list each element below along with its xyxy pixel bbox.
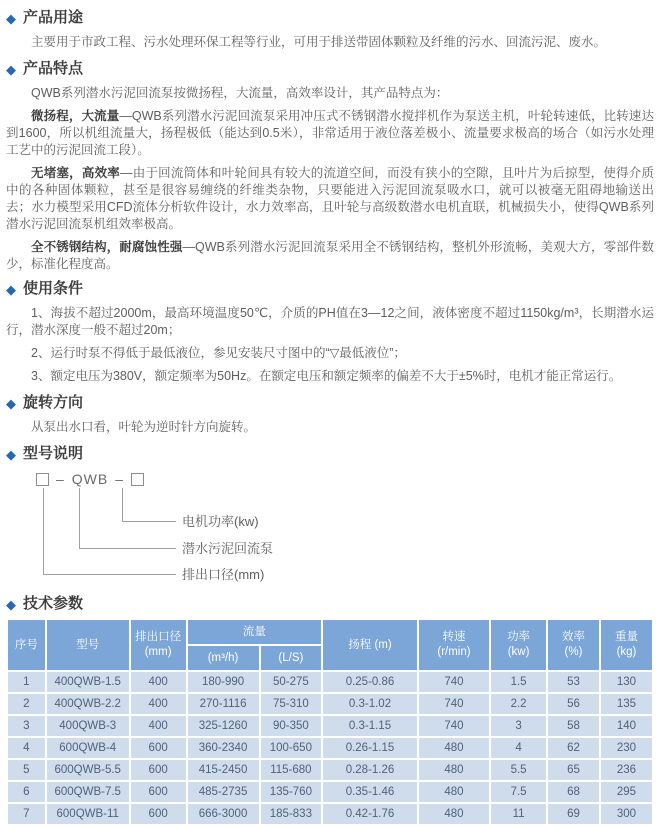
cell-outlet: 600 (130, 803, 187, 825)
cell-weight: 300 (600, 803, 653, 825)
feature-text: —QWB系列潜水污泥回流泵采用全不锈钢结构，整机外形流畅，美观大方，零部件数少，标准化程度高。 (6, 240, 654, 271)
diamond-icon: ◆ (6, 61, 16, 77)
cell-flow-m3h: 325-1260 (187, 715, 260, 737)
cell-flow-m3h: 180-990 (187, 671, 260, 693)
cell-flow-m3h: 360-2340 (187, 737, 260, 759)
cell-outlet: 400 (130, 671, 187, 693)
cell-efficiency: 53 (547, 671, 600, 693)
cell-model: 600QWB-5.5 (46, 759, 130, 781)
cell-flow-ls: 50-275 (260, 671, 323, 693)
cell-head: 0.25-0.86 (322, 671, 418, 693)
table-row (7, 759, 653, 781)
table-row (7, 737, 653, 759)
cell-efficiency: 62 (547, 737, 600, 759)
cell-model: 400QWB-2.2 (46, 693, 130, 715)
cell-head: 0.28-1.26 (322, 759, 418, 781)
section-title-conditions (6, 279, 654, 299)
cell-flow-m3h: 270-1116 (187, 693, 260, 715)
cell-weight: 295 (600, 781, 653, 803)
cell-head: 0.35-1.46 (322, 781, 418, 803)
cell-flow-ls: 135-760 (260, 781, 323, 803)
cell-outlet: 400 (130, 693, 187, 715)
cell-model: 600QWB-7.5 (46, 781, 130, 803)
section-title-text: 技术参数 (23, 595, 84, 612)
cell-power: 3 (490, 715, 547, 737)
diagram-connector-line (122, 488, 123, 521)
features-paragraph (6, 165, 654, 233)
section-title-text: 使用条件 (23, 280, 84, 297)
cell-head: 0.3-1.15 (322, 715, 418, 737)
placeholder-box-icon (131, 473, 144, 486)
section-title-model (6, 444, 654, 464)
cell-weight: 130 (600, 671, 653, 693)
col-header-model: 型号 (46, 619, 130, 671)
table-row (7, 803, 653, 825)
cell-flow-ls: 100-650 (260, 737, 323, 759)
table-row (7, 715, 653, 737)
condition-item: 2、运行时泵不得低于最低液位，参见安装尺寸图中的“▽最低液位”； (31, 346, 406, 360)
col-header-flow: 流量 (187, 619, 323, 645)
col-header-speed: 转速 (r/min) (418, 619, 490, 671)
cell-power: 7.5 (490, 781, 547, 803)
cell-weight: 230 (600, 737, 653, 759)
cell-efficiency: 56 (547, 693, 600, 715)
diamond-icon: ◆ (6, 10, 16, 26)
diagram-connector-line (122, 521, 176, 522)
diagram-label-pump-type: 潜水污泥回流泵 (182, 541, 274, 556)
cell-power: 5.5 (490, 759, 547, 781)
table-row (7, 781, 653, 803)
cell-index: 3 (7, 715, 46, 737)
col-header-weight: 重量 (kg) (600, 619, 653, 671)
col-header-outlet: 排出口径 (mm) (130, 619, 187, 671)
placeholder-box-icon (36, 473, 49, 486)
cell-flow-ls: 90-350 (260, 715, 323, 737)
rotation-paragraph: 从泵出水口看，叶轮为逆时针方向旋转。 (31, 420, 257, 434)
condition-item: 3、额定电压为380V，额定频率为50Hz。在额定电压和额定频率的偏差不大于±5%时，电机才能正常运行。 (31, 369, 622, 383)
cell-flow-m3h: 666-3000 (187, 803, 260, 825)
cell-index: 1 (7, 671, 46, 693)
condition-item: 1、海拔不超过2000m，最高环境温度50℃，介质的PH值在3—12之间，液体密度不超过1150kg/m³，长期潜水运行，潜水深度一般不超过20m； (6, 306, 654, 337)
table-row (7, 671, 653, 693)
cell-efficiency: 68 (547, 781, 600, 803)
cell-head: 0.42-1.76 (322, 803, 418, 825)
cell-flow-m3h: 415-2450 (187, 759, 260, 781)
cell-weight: 135 (600, 693, 653, 715)
cell-index: 2 (7, 693, 46, 715)
cell-speed: 480 (418, 803, 490, 825)
usage-paragraph: 主要用于市政工程、污水处理环保工程等行业，可用于排送带固体颗粒及纤维的污水、回流污泥、废水。 (31, 35, 607, 49)
cell-power: 11 (490, 803, 547, 825)
cell-flow-ls: 75-310 (260, 693, 323, 715)
section-title-text: 产品特点 (23, 60, 84, 77)
cell-efficiency: 69 (547, 803, 600, 825)
cell-flow-m3h: 485-2735 (187, 781, 260, 803)
features-paragraph (6, 108, 654, 159)
section-title-specs (6, 594, 654, 614)
cell-model: 600QWB-11 (46, 803, 130, 825)
feature-lead: 全不锈钢结构，耐腐蚀性强 (31, 240, 183, 254)
series-code: QWB (71, 471, 109, 487)
cell-model: 400QWB-1.5 (46, 671, 130, 693)
cell-outlet: 600 (130, 737, 187, 759)
diagram-connector-line (43, 574, 176, 575)
feature-lead: 无堵塞，高效率 (31, 166, 121, 180)
diagram-label-motor-power: 电机功率(kw) (182, 514, 259, 529)
diagram-label-outlet-size: 排出口径(mm) (182, 567, 265, 582)
diagram-connector-line (79, 548, 176, 549)
table-row (7, 693, 653, 715)
cell-speed: 740 (418, 671, 490, 693)
col-header-efficiency: 效率 (%) (547, 619, 600, 671)
col-header-power: 功率 (kw) (490, 619, 547, 671)
cell-index: 6 (7, 781, 46, 803)
diamond-icon: ◆ (6, 395, 16, 411)
section-title-usage (6, 8, 654, 28)
cell-speed: 740 (418, 715, 490, 737)
feature-lead: 微扬程，大流量 (31, 109, 120, 123)
feature-text: —由于回流筒体和叶轮间具有较大的流道空间，而没有狭小的空隙，且叶片为后掠型，使得介质中的各种固体颗粒，甚至是很容易缠绕的纤维类杂物，只要能进入污泥回流泵吸水口，就可以被毫无阻碍地输送出去；水力模型采用CFD流体分析软件设计，水力效率高，且叶轮与高级数潜水电机直联，机械损失小，使得QWB系列潜水污泥回流泵机组效率极高。 (6, 166, 654, 231)
diagram-connector-line (79, 488, 80, 548)
cell-model: 400QWB-3 (46, 715, 130, 737)
cell-power: 1.5 (490, 671, 547, 693)
section-title-text: 型号说明 (23, 445, 84, 462)
section-title-text: 产品用途 (23, 9, 84, 26)
features-intro: QWB系列潜水污泥回流泵按微扬程，大流量，高效率设计，其产品特点为： (31, 86, 449, 100)
col-header-index: 序号 (7, 619, 46, 671)
model-code-diagram (36, 472, 654, 590)
diagram-connector-line (43, 488, 44, 574)
cell-outlet: 400 (130, 715, 187, 737)
cell-index: 7 (7, 803, 46, 825)
cell-weight: 236 (600, 759, 653, 781)
cell-flow-ls: 185-833 (260, 803, 323, 825)
cell-efficiency: 65 (547, 759, 600, 781)
cell-power: 2.2 (490, 693, 547, 715)
cell-power: 4 (490, 737, 547, 759)
specs-table (6, 618, 654, 826)
col-header-head: 扬程 (m) (322, 619, 418, 671)
formula-dash: – (115, 471, 125, 487)
diamond-icon: ◆ (6, 596, 16, 612)
cell-head: 0.26-1.15 (322, 737, 418, 759)
cell-speed: 740 (418, 693, 490, 715)
cell-outlet: 600 (130, 781, 187, 803)
cell-weight: 140 (600, 715, 653, 737)
cell-speed: 480 (418, 759, 490, 781)
col-header-flow-ls: (L/S) (260, 645, 323, 671)
cell-flow-ls: 115-680 (260, 759, 323, 781)
formula-dash: – (56, 471, 65, 487)
section-title-text: 旋转方向 (23, 394, 84, 411)
cell-speed: 480 (418, 781, 490, 803)
feature-text: —QWB系列潜水污泥回流泵采用冲压式不锈钢潜水搅拌机作为泵送主机，叶轮转速低，比转速达到1600，所以机组流量大，扬程极低（能达到0.5米），非常适用于液位落差极小、流量要求极高的场合（如污水处理工艺中的污泥回流工段）。 (6, 109, 654, 157)
cell-head: 0.3-1.02 (322, 693, 418, 715)
features-paragraph (6, 239, 654, 273)
cell-index: 4 (7, 737, 46, 759)
cell-outlet: 600 (130, 759, 187, 781)
diamond-icon: ◆ (6, 446, 16, 462)
col-header-flow-m3h: (m³/h) (187, 645, 260, 671)
section-title-features (6, 59, 654, 79)
model-formula (36, 472, 144, 486)
diamond-icon: ◆ (6, 281, 16, 297)
cell-efficiency: 58 (547, 715, 600, 737)
cell-speed: 480 (418, 737, 490, 759)
cell-model: 600QWB-4 (46, 737, 130, 759)
section-title-rotation (6, 393, 654, 413)
cell-index: 5 (7, 759, 46, 781)
